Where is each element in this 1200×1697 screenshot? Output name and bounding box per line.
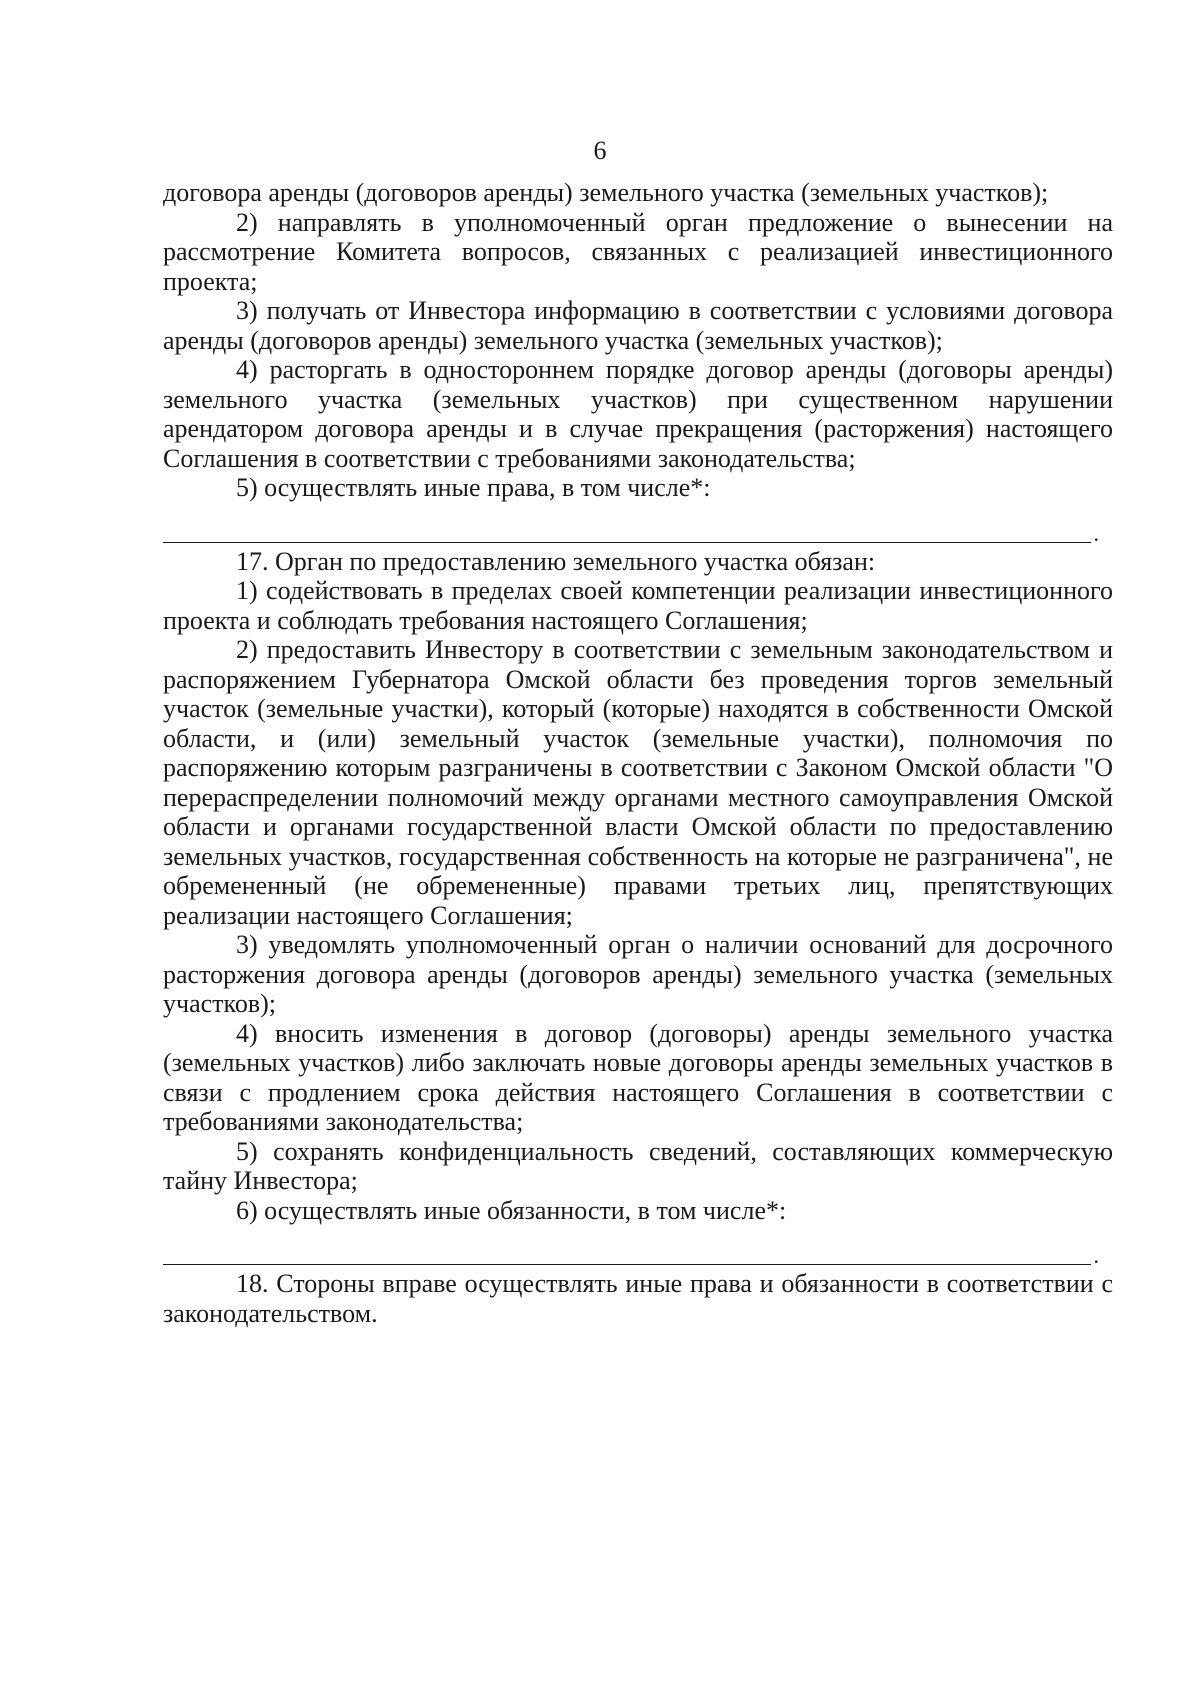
underline-rule: [163, 1264, 1091, 1265]
blank-fill-line-obligations: [163, 1225, 1099, 1269]
obligation-item-1: 1) содействовать в пределах своей компетенции реализации инвестиционного проекта и соблюдать требования настоящего Соглашения;: [163, 576, 1113, 635]
section-18: 18. Стороны вправе осуществлять иные права и обязанности в соответствии с законодательством.: [163, 1269, 1113, 1328]
obligation-item-4: 4) вносить изменения в договор (договоры) аренды земельного участка (земельных участков) либо заключать новые договоры аренды земельных участков в связи с продлением срока действия настоящего Соглашения в соответствии с требованиями законодательства;: [163, 1018, 1113, 1136]
list-item-right-3: 3) получать от Инвестора информацию в соответствии с условиями договора аренды (договоров аренды) земельного участка (земельных участков);: [163, 296, 1113, 355]
section-17-heading: 17. Орган по предоставлению земельного участка обязан:: [236, 546, 876, 576]
blank-fill-line-rights: [163, 503, 1099, 547]
page-number: 6: [593, 136, 607, 165]
obligation-item-2: 2) предоставить Инвестору в соответствии с земельным законодательством и распоряжением Губернатора Омской области без проведения торгов земельный участок (земельные участки), который (которые) находятся в собственности Омской области, и (или) земельный участок (земельные участки), полномочия по распоряжению которым разграничены в соответствии с Законом Омской области "О перераспределении полномочий между органами местного самоуправления Омской области и органами государственной власти Омской области по предоставлению земельных участков, государственная собственность на которые не разграничена", не обремененный (не обремененные) правами третьих лиц, препятствующих реализации настоящего Соглашения;: [163, 635, 1113, 930]
obligation-item-6: 6) осуществлять иные обязанности, в том числе*:: [236, 1195, 787, 1225]
list-item-right-2: 2) направлять в уполномоченный орган предложение о вынесении на рассмотрение Комитета вопросов, связанных с реализацией инвестиционного проекта;: [163, 207, 1113, 296]
paragraph-continuation: договора аренды (договоров аренды) земельного участка (земельных участков);: [163, 178, 1049, 207]
document-body: [163, 178, 1113, 1328]
obligation-item-3: 3) уведомлять уполномоченный орган о наличии оснований для досрочного расторжения договора аренды (договоров аренды) земельного участка (земельных участков);: [163, 930, 1113, 1018]
underline-rule: [163, 542, 1091, 543]
list-item-right-4: 4) расторгать в одностороннем порядке договор аренды (договоры аренды) земельного участка (земельных участков) при существенном нарушении арендатором договора аренды и в случае прекращения (расторжения) настоящего Соглашения в соответствии с требованиями законодательства;: [163, 355, 1113, 473]
list-item-right-5: 5) осуществлять иные права, в том числе*:: [236, 473, 711, 502]
obligation-item-5: 5) сохранять конфиденциальность сведений, составляющих коммерческую тайну Инвестора;: [163, 1136, 1113, 1195]
fill-line-terminator: .: [1093, 520, 1099, 546]
fill-line-terminator: .: [1093, 1243, 1099, 1268]
